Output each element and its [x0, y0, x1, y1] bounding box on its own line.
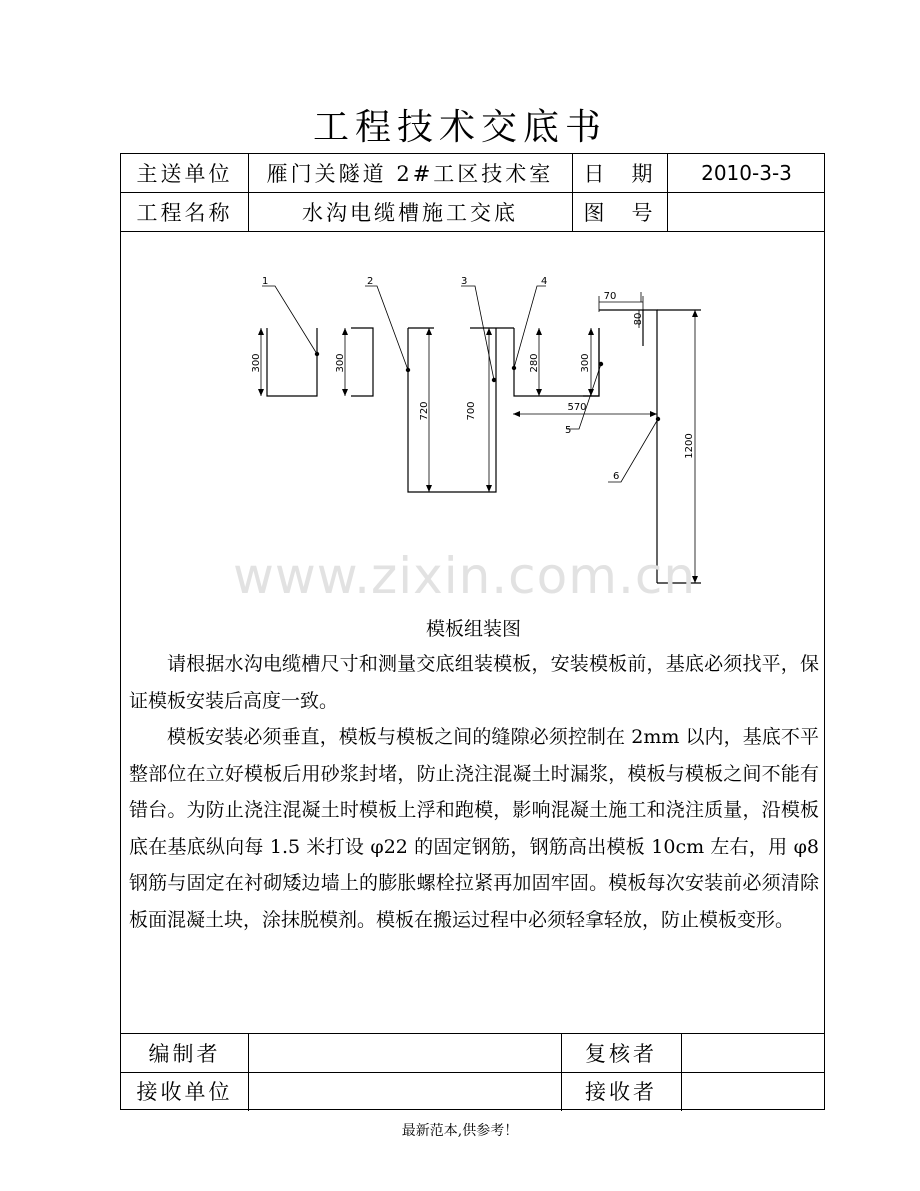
callout-5: 5 — [565, 425, 572, 436]
disclosure-body — [129, 646, 819, 938]
callout-1: 1 — [262, 276, 269, 287]
dim-label: 300 — [251, 353, 262, 373]
callout-3: 3 — [461, 276, 468, 287]
compiler-value — [248, 1033, 561, 1072]
receiving-unit-label: 接收单位 — [136, 1080, 233, 1104]
disclosure-form — [120, 153, 825, 1110]
dim-label: 280 — [529, 353, 540, 373]
diagram-caption: 模板组装图 — [425, 618, 521, 640]
callout-4: 4 — [541, 276, 548, 287]
dim-label: 720 — [419, 401, 430, 421]
callout-6: 6 — [613, 471, 620, 482]
sender-label: 主送单位 — [136, 162, 233, 186]
project-label: 工程名称 — [136, 200, 233, 225]
watermark: www.zixin.com.cn — [233, 547, 697, 605]
formwork-1-outline — [267, 328, 317, 396]
date-value: 2010-3-3 — [701, 161, 792, 185]
page-footer: 最新范本,供参考！ — [401, 1123, 519, 1139]
paragraph: 请根据水沟电缆槽尺寸和测量交底组装模板，安装模板前，基底必须找平，保证模板安装后高度一致。 — [129, 653, 819, 712]
paragraph: 模板安装必须垂直，模板与模板之间的缝隙必须控制在 2mm 以内，基底不平整部位在立好模板后用砂浆封堵，防止浇注混凝土时漏浆，模板与模板之间不能有错台。为防止浇注混凝土时模板上浮和跑模，影响混凝土施工和浇注质量，沿模板底在基底纵向每 1.5 米打设 φ22 的固定钢筋，钢筋高出模板 10cm 左右，用 φ8 钢筋与固定在衬砌矮边墙上的膨胀螺栓拉紧再加固牢固。模板每次安装前必须清除板面混凝土块，涂抹脱模剂。模板在搬运过程中必须轻拿轻放，防止模板变形。 — [129, 726, 819, 931]
dim-label: 70 — [603, 291, 617, 302]
dim-label: 570 — [567, 402, 587, 413]
dim-label: 300 — [335, 353, 346, 373]
dimension-markers — [258, 310, 698, 583]
receiver-value — [681, 1072, 826, 1110]
callout-2: 2 — [367, 276, 374, 287]
dim-label: 300 — [580, 353, 591, 373]
dim-label: 80 — [633, 312, 644, 326]
dim-label: 1200 — [684, 433, 695, 459]
receiving-unit-value — [248, 1072, 561, 1110]
receiver-label: 接收者 — [585, 1080, 657, 1104]
document-title: 工程技术交底书 — [312, 107, 607, 148]
project-value: 水沟电缆槽施工交底 — [302, 200, 518, 225]
reviewer-label: 复核者 — [585, 1041, 657, 1066]
drawing-label: 图 号 — [583, 200, 656, 225]
date-label: 日 期 — [583, 162, 656, 186]
sender-value: 雁门关隧道 2#工区技术室 — [266, 162, 554, 186]
dim-label: 700 — [466, 401, 477, 421]
reviewer-value — [681, 1033, 826, 1072]
formwork-6-outline — [643, 310, 657, 583]
formwork-2-top — [351, 328, 373, 396]
compiler-label: 编制者 — [148, 1041, 221, 1066]
formwork-assembly-diagram — [121, 154, 826, 604]
